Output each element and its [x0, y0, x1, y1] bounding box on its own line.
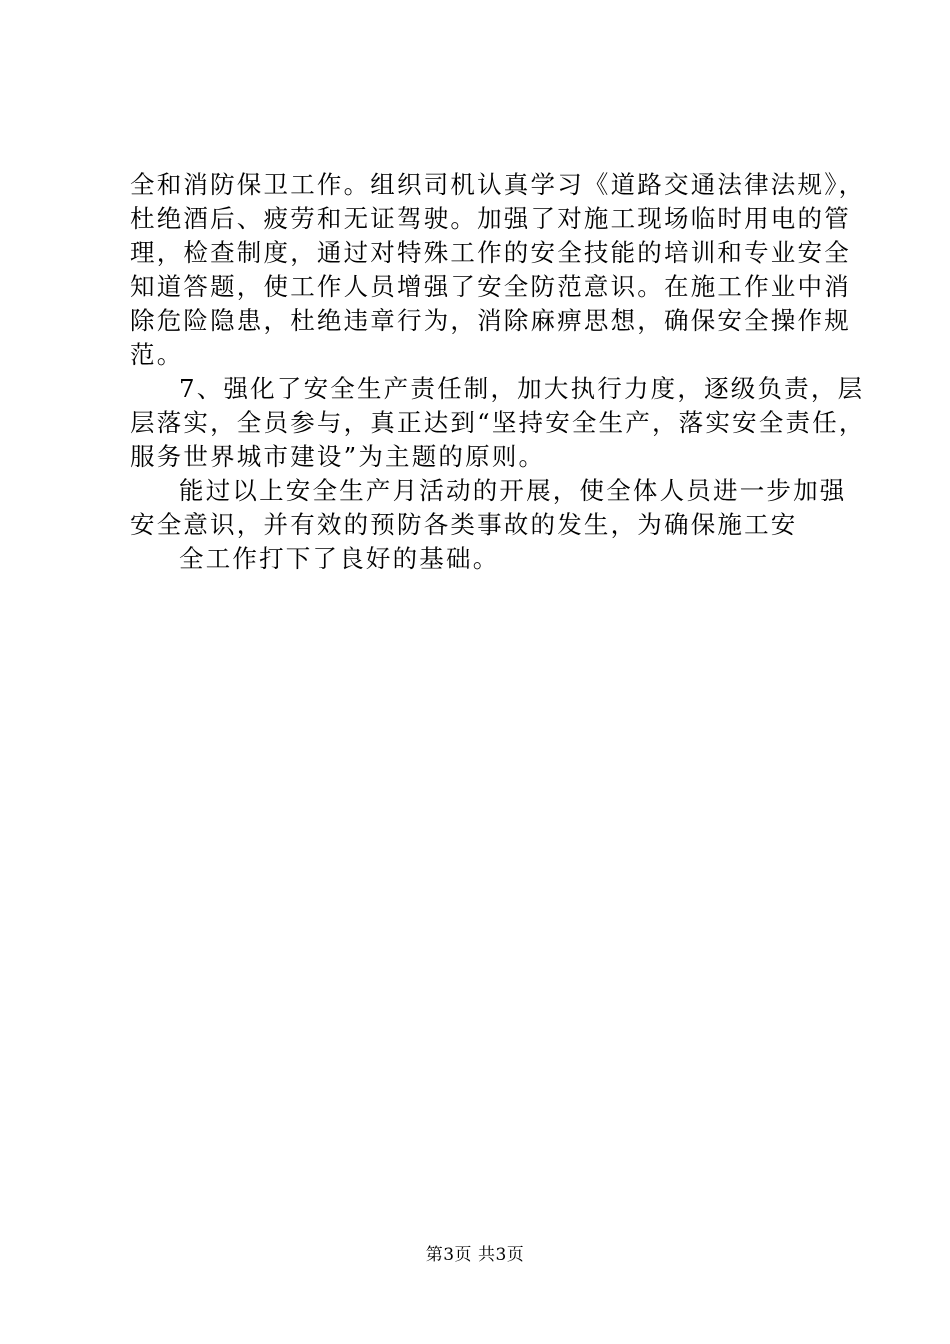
text-line-11: 安全意识，并有效的预防各类事故的发生，为确保施工安 — [130, 510, 798, 539]
text-line-7: 7、强化了安全生产责任制，加大执行力度，逐级负责，层 — [179, 374, 865, 403]
text-line-4: 知道答题，使工作人员增强了安全防范意识。在施工作业中消 — [130, 272, 851, 301]
text-line-8: 层落实，全员参与，真正达到“坚持安全生产，落实安全责任， — [130, 408, 866, 437]
text-line-1: 全和消防保卫工作。组织司机认真学习《道路交通法律法规》， — [130, 170, 866, 199]
text-line-3: 理，检查制度，通过对特殊工作的安全技能的培训和专业安全 — [130, 238, 851, 267]
page-footer — [0, 1244, 950, 1266]
text-line-5: 除危险隐患，杜绝违章行为，消除麻痹思想，确保安全操作规 — [130, 306, 851, 335]
page-number-label: 第3页 共3页 — [425, 1245, 525, 1265]
text-line-9: 服务世界城市建设”为主题的原则。 — [130, 442, 546, 471]
text-line-12: 全工作打下了良好的基础。 — [179, 544, 500, 573]
document-body — [130, 168, 866, 576]
text-line-6: 范。 — [130, 340, 184, 369]
text-line-2: 杜绝酒后、疲劳和无证驾驶。加强了对施工现场临时用电的管 — [130, 204, 851, 233]
text-line-10: 能过以上安全生产月活动的开展，使全体人员进一步加强 — [179, 476, 847, 505]
